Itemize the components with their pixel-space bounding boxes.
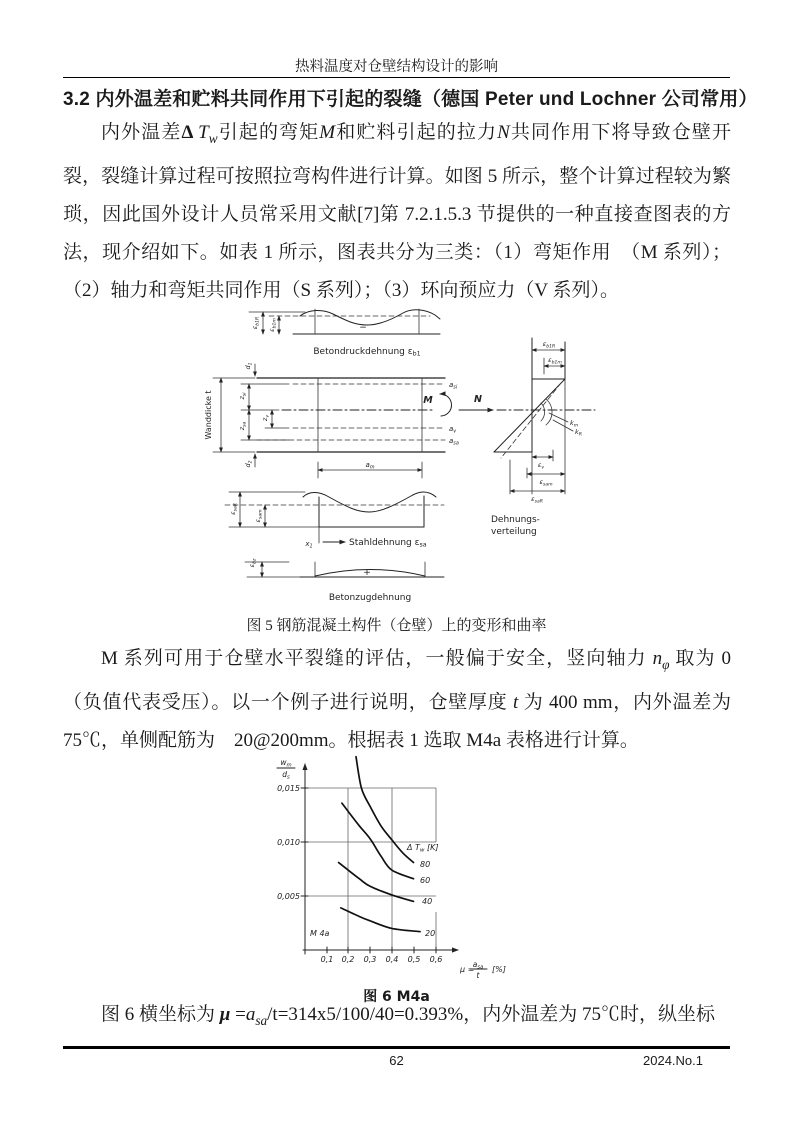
- minus-sign: −: [359, 323, 367, 333]
- x-axis-mu: μ =: [460, 965, 475, 974]
- label-eps-bz: $\varepsilon_{bz}$: [248, 558, 258, 568]
- label-a-m: $a_m$: [365, 461, 375, 471]
- y-tick-0015: 0,015: [277, 784, 300, 793]
- label-z-si: $z_{si}$: [238, 392, 248, 400]
- curve-dtw-80: [356, 757, 414, 863]
- label-z-sa: $z_{sa}$: [238, 421, 248, 431]
- y-tick-0005: 0,005: [277, 892, 300, 901]
- series-label-60: 60: [420, 876, 431, 885]
- label-eps-v: $\varepsilon_v$: [537, 461, 545, 471]
- steel-strain: [225, 492, 444, 550]
- legend-title: Δ Tw [K]: [407, 843, 439, 854]
- label-betonzugdehnung: Betonzugdehnung: [328, 593, 412, 603]
- journal-issue: 2024.No.1: [643, 1053, 703, 1068]
- label-k-R: $k_R$: [575, 428, 582, 438]
- label-eps-b1r-top: $\varepsilon_{b1R}$: [251, 316, 261, 330]
- x-tick-03: 0,3: [363, 955, 377, 964]
- paragraph-1: 内外温差Δ $T_w$引起的弯矩M和贮料引起的拉力N共同作用下将导致仓壁开裂，裂缝计算过程可按照拉弯构件进行计算。如图 5 所示，整个计算过程较为繁琐，因此国外设计人员常采用文献[7]第 7.2.1.5.3 节提供的一种直接查图表的方法，现介绍如下。如表 1 所示，图表共分为三类：（1）弯矩作用 （M 系列）；（2）轴力和弯矩共同作用（S 系列）；（3）环向预应力（V 系列）。: [63, 122, 731, 301]
- paragraph-3: 图 6 横坐标为 $\mu =a_{sa}/t=314x5/100/40=0.393\%$，内外温差为 75℃时，纵坐标: [101, 1004, 716, 1028]
- figure6-caption: 图 6 M4a: [363, 989, 430, 1005]
- label-a-si: $a_{si}$: [449, 381, 458, 391]
- chart-grid: [305, 788, 436, 950]
- label-k-m: $k_m$: [570, 419, 579, 429]
- curve-dtw-20: [341, 908, 420, 932]
- panel-label: M 4a: [310, 929, 330, 938]
- header-rule: [63, 77, 730, 78]
- strain-distribution: [491, 338, 582, 537]
- label-dehnungs: Dehnungs-: [491, 515, 540, 525]
- x-tick-06: 0,6: [429, 955, 443, 964]
- x-tick-05: 0,5: [407, 955, 421, 964]
- concrete-tension-strain: [245, 558, 444, 603]
- label-x1: $x_1$: [305, 540, 313, 550]
- label-eps-sam-right: $\varepsilon_{sam}$: [539, 478, 553, 488]
- label-d1: $d_1$: [244, 362, 254, 370]
- label-stahldehnung: Stahldehnung εsa: [349, 538, 427, 549]
- section-heading: 3.2 内外温差和贮料共同作用下引起的裂缝（德国 Peter und Lochner 公司常用）: [63, 89, 758, 110]
- x-tick-04: 0,4: [385, 955, 399, 964]
- series-label-80: 80: [420, 860, 431, 869]
- label-a-v: $a_v$: [449, 425, 457, 435]
- running-header: 热料温度对仓壁结构设计的影响: [295, 59, 498, 75]
- y-axis-numerator: $w_m$: [280, 758, 292, 769]
- curve-dtw-60: [342, 803, 414, 879]
- footer-rule: [63, 1046, 730, 1049]
- chart-tick-labels: [277, 784, 442, 964]
- label-betondruckdehnung: Betondruckdehnung εb1: [313, 347, 421, 358]
- label-eps-saR-left: $\varepsilon_{saR}$: [229, 503, 239, 515]
- label-verteilung: verteilung: [491, 527, 537, 537]
- label-eps-b1m-right: $\varepsilon_{b1m}$: [548, 356, 562, 366]
- y-axis-denominator: $d_s$: [282, 770, 290, 781]
- x-axis-denominator: t: [476, 971, 480, 980]
- page-number: 62: [389, 1053, 404, 1068]
- label-eps-b1m-top: $\varepsilon_{b1m}$: [268, 318, 278, 332]
- x-tick-02: 0,2: [341, 955, 355, 964]
- plus-sign: +: [363, 568, 371, 578]
- label-force-N: N: [474, 394, 482, 405]
- curve-dtw-40: [339, 863, 414, 902]
- label-eps-b1r-right: $\varepsilon_{b1R}$: [542, 340, 556, 350]
- concrete-compression-strain: [249, 309, 440, 358]
- label-wanddicke: Wanddicke t: [204, 390, 213, 440]
- paragraph-2: M 系列可用于仓壁水平裂缝的评估，一般偏于安全，竖向轴力 $n_\varphi$ 取为 0（负值代表受压）。以一个例子进行说明，仓壁厚度 t 为 400 mm，内外温差为 75℃，单侧配筋为 20@200mm。根据表 1 选取 M4a 表格进行计算。: [63, 648, 731, 751]
- x-axis-unit: [%]: [492, 965, 506, 974]
- label-z-v: $z_v$: [261, 414, 271, 422]
- y-tick-0010: 0,010: [277, 838, 300, 847]
- label-d2: $d_2$: [244, 460, 254, 468]
- chart-annotations: [310, 843, 439, 938]
- x-axis-numerator: $a_{sa}$: [472, 960, 484, 971]
- figure5-caption: 图 5 钢筋混凝土构件（仓壁）上的变形和曲率: [246, 618, 547, 634]
- label-a-sa: $a_{sa}$: [449, 437, 459, 447]
- chart-axes: [301, 764, 458, 954]
- series-label-40: 40: [422, 897, 433, 906]
- series-label-20: 20: [425, 929, 436, 938]
- label-eps-sam-left: $\varepsilon_{sam}$: [254, 509, 264, 523]
- label-eps-saR-right: $\varepsilon_{saR}$: [531, 495, 543, 505]
- label-moment-M: M: [423, 395, 433, 406]
- figure5-diagram: [197, 300, 602, 612]
- wall-cross-section: [204, 362, 595, 478]
- figure6-chart: [262, 754, 517, 989]
- x-tick-01: 0,1: [320, 955, 334, 964]
